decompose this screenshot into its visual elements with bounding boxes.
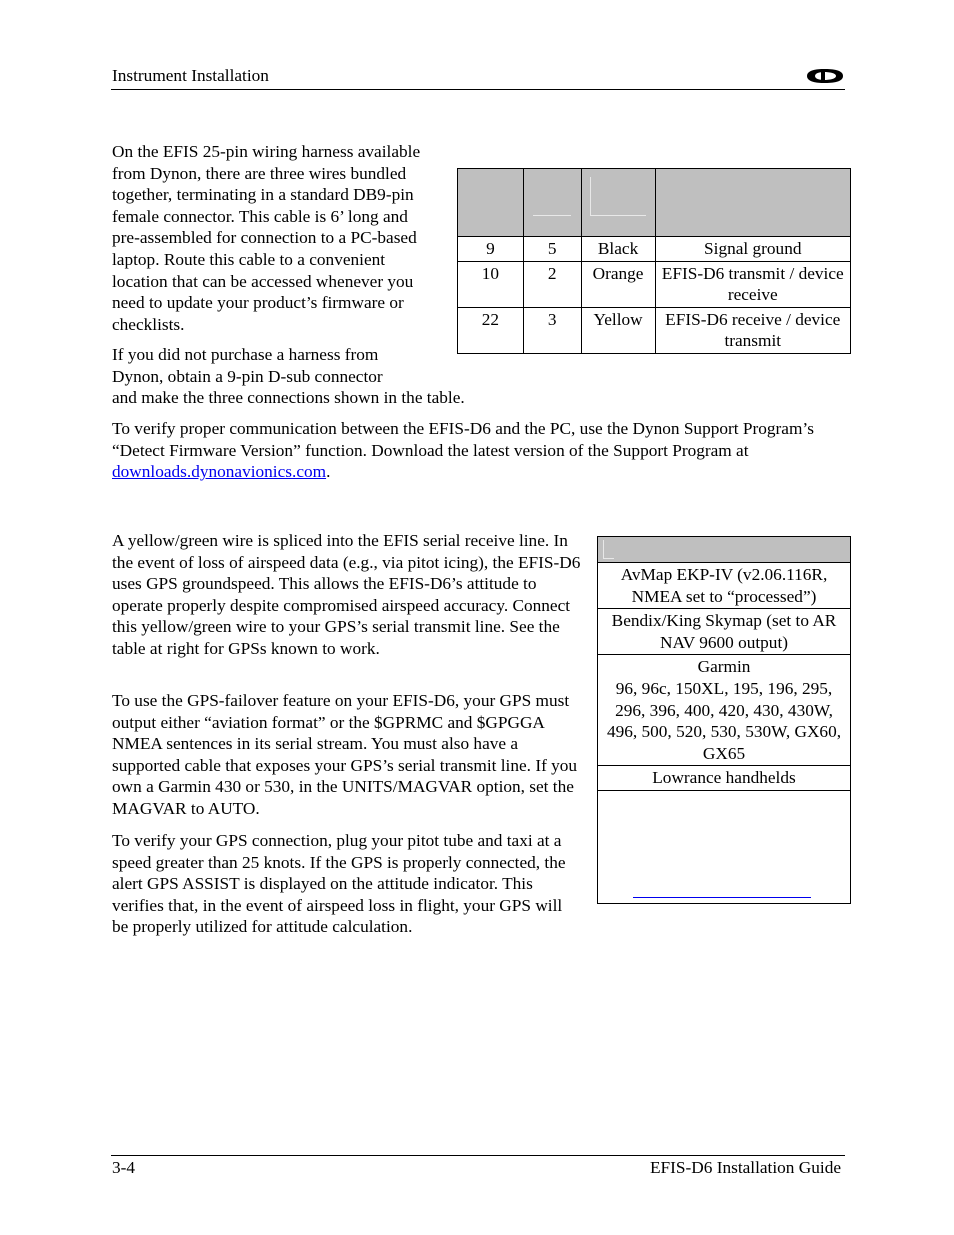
dynon-logo-icon	[803, 68, 845, 84]
header-cell-efis-pin	[458, 169, 524, 237]
note-link-underline	[633, 897, 811, 898]
efis-pin-cell: 10	[458, 262, 524, 308]
guide-title: EFIS-D6 Installation Guide	[649, 1158, 841, 1177]
function-cell: Signal ground	[655, 237, 850, 262]
verify-pc-paragraph	[112, 418, 822, 483]
efis-pin-cell: 22	[458, 308, 524, 354]
table-row	[598, 790, 851, 903]
running-header: Instrument Installation	[112, 66, 269, 85]
verify-end: .	[326, 462, 331, 482]
table-row	[458, 262, 851, 308]
gps-model-cell: Lowrance handhelds	[598, 766, 851, 791]
db9-pin-cell: 2	[523, 262, 581, 308]
wire-connection-table	[457, 168, 851, 354]
harness-paragraph: On the EFIS 25-pin wiring harness available from Dynon, there are three wires bundled together, terminating in a standard DB9-pin female connector. This cable is 6’ long and pre-assembled for connection to a PC-based laptop. Route this cable to a convenient location that can be accessed whenever you need to update your product’s firmware or checklists.	[112, 142, 421, 334]
table-row	[598, 766, 851, 791]
garmin-models: 96, 96c, 150XL, 195, 196, 295, 296, 396, 400, 420, 430, 430W, 496, 500, 520, 530, 530W, GX60, GX65	[606, 678, 842, 763]
header-cell-db9-pin	[523, 169, 581, 237]
table-row	[458, 308, 851, 354]
table-row	[458, 237, 851, 262]
gps-note-cell	[598, 790, 851, 903]
table-header-row	[458, 169, 851, 237]
supported-gps-table	[597, 536, 851, 904]
function-cell: EFIS-D6 transmit / device receive	[655, 262, 850, 308]
db9-pin-cell: 3	[523, 308, 581, 354]
db9-pin-cell: 5	[523, 237, 581, 262]
no-harness-paragraph	[112, 344, 512, 409]
header-cell-function	[655, 169, 850, 237]
footer-rule	[111, 1155, 845, 1156]
function-cell: EFIS-D6 receive / device transmit	[655, 308, 850, 354]
gps-model-cell: AvMap EKP-IV (v2.06.116R, NMEA set to “processed”)	[598, 563, 851, 609]
wire-color-cell: Yellow	[581, 308, 655, 354]
verify-text: To verify proper communication between the EFIS-D6 and the PC, use the Dynon Support Program’s “Detect Firmware Version” function. Download the latest version of the Support Program at	[112, 419, 814, 460]
page-number: 3-4	[112, 1158, 136, 1177]
header-rule	[111, 89, 845, 90]
gps-splice-paragraph: A yellow/green wire is spliced into the EFIS serial receive line. In the event of loss of airspeed data (e.g., via pitot icing), the EFIS-D6 uses GPS groundspeed. This allows the EFIS-D6’s attitude to operate properly despite compromised airspeed accuracy. Connect this yellow/green wire to your GPS’s serial transmit line. See the table at right for GPSs known to work.	[112, 531, 581, 658]
gps-model-cell	[598, 655, 851, 766]
downloads-link[interactable]: downloads.dynonavionics.com	[112, 462, 327, 482]
wire-color-cell: Orange	[581, 262, 655, 308]
gps-failover-paragraph: To use the GPS-failover feature on your EFIS-D6, your GPS must output either “aviation format” or the $GPRMC and $GPGGA NMEA sentences in its serial stream. You must also have a supported cable that exposes your GPS’s serial transmit line. If you own a Garmin 430 or 530, in the UNITS/MAGVAR option, set the MAGVAR to AUTO.	[112, 691, 578, 818]
no-harness-line: Dynon, obtain a 9-pin D-sub connector	[112, 366, 383, 386]
no-harness-line: If you did not purchase a harness from	[112, 345, 379, 364]
gps-verify-paragraph: To verify your GPS connection, plug your pitot tube and taxi at a speed greater than 25 knots. If the GPS is properly connected, the alert GPS ASSIST is displayed on the attitude indicator. This verifies that, in the event of airspeed loss in flight, your GPS will be properly utilized for attitude calculation.	[112, 831, 566, 937]
wire-color-cell: Black	[581, 237, 655, 262]
table-row	[598, 609, 851, 655]
table-header-row	[598, 537, 851, 563]
efis-pin-cell: 9	[458, 237, 524, 262]
garmin-name: Garmin	[697, 657, 751, 677]
table-row	[598, 655, 851, 766]
no-harness-line: and make the three connections shown in the table.	[112, 388, 465, 408]
header-cell-color	[581, 169, 655, 237]
gps-model-cell: Bendix/King Skymap (set to AR NAV 9600 output)	[598, 609, 851, 655]
table-row	[598, 563, 851, 609]
gps-table-header	[598, 537, 851, 563]
